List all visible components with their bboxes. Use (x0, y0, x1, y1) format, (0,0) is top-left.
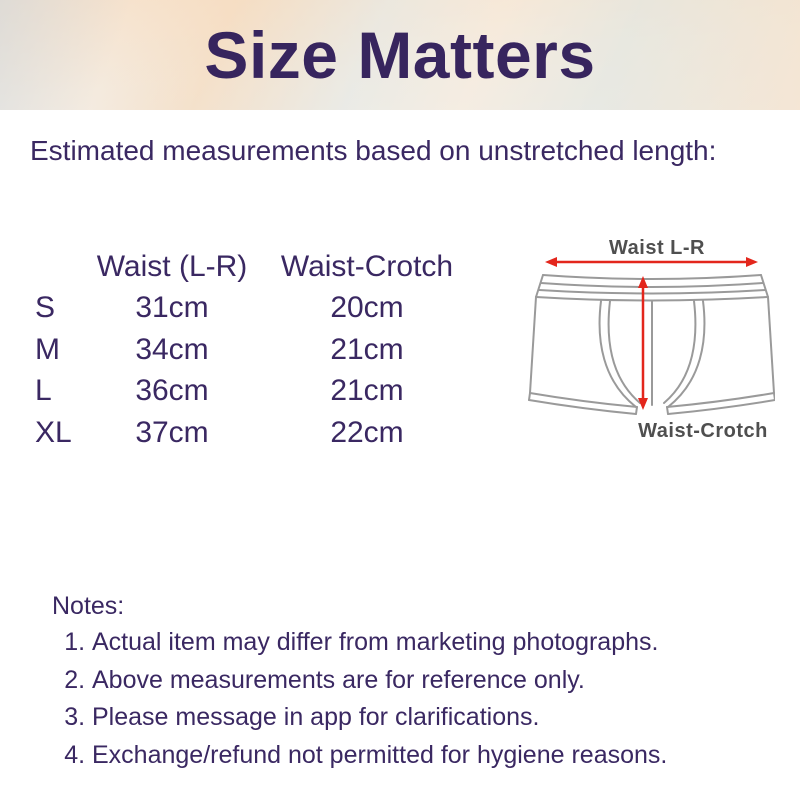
boxer-outline (529, 275, 775, 414)
waist-lr-arrow (545, 257, 758, 267)
cell-waist: 36cm (135, 374, 209, 408)
cell-waist: 34cm (135, 332, 209, 366)
notes-heading: Notes: (52, 592, 125, 620)
header-banner (0, 0, 800, 110)
waist-crotch-arrow (638, 276, 648, 410)
note-item: 4. Exchange/refund not permitted for hygiene reasons. (92, 737, 780, 775)
row-size-label: XL (35, 415, 72, 449)
waist-crotch-label: Waist-Crotch (638, 420, 768, 442)
notes-list (60, 624, 780, 774)
note-item: 3. Please message in app for clarifications. (92, 699, 780, 737)
cell-waist-crotch: 21cm (330, 374, 404, 408)
cell-waist-crotch: 20cm (330, 291, 404, 325)
cell-waist-crotch: 21cm (330, 332, 404, 366)
cell-waist-crotch: 22cm (330, 415, 404, 449)
table-corner-cell (35, 246, 97, 288)
note-item: 1. Actual item may differ from marketing photographs. (92, 624, 780, 662)
waist-lr-label: Waist L-R (609, 237, 705, 259)
boxer-shorts-diagram (525, 256, 775, 418)
intro-text: Estimated measurements based on unstretched length: (30, 135, 717, 166)
cell-waist: 37cm (135, 415, 209, 449)
note-item: 2. Above measurements are for reference only. (92, 662, 780, 700)
col-header-waist: Waist (L-R) (96, 249, 248, 283)
row-size-label: M (35, 332, 60, 366)
page-title: Size Matters (204, 18, 596, 92)
row-size-label: L (35, 374, 52, 408)
col-header-waist-crotch: Waist-Crotch (280, 249, 454, 283)
size-table (35, 246, 487, 454)
cell-waist: 31cm (135, 291, 209, 325)
row-size-label: S (35, 291, 56, 325)
